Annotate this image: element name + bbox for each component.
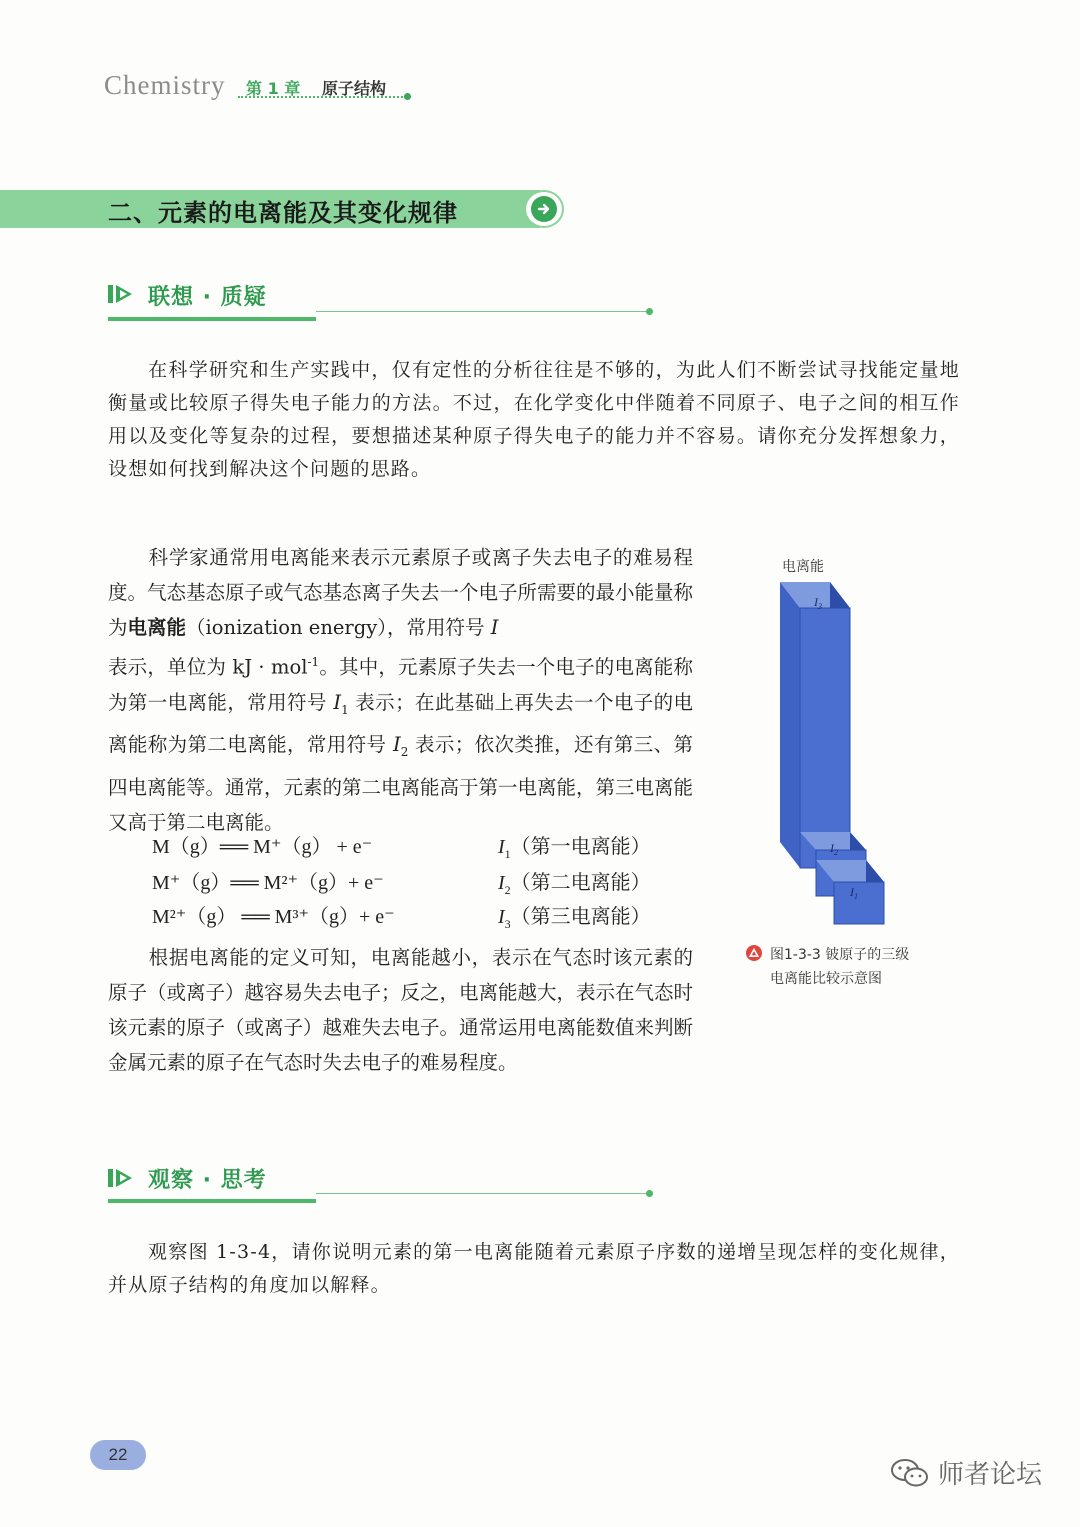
caption-triangle-icon bbox=[746, 945, 762, 961]
subsection-rule-dot bbox=[646, 1190, 653, 1197]
paragraph-ionization-definition: 科学家通常用电离能来表示元素原子或离子失去电子的难易程度。气态基态原子或气态基态离子失去一个电子所需要的最小能量称为电离能（ionization energy），常用符号 I 表示，单位为 kJ · mol$^{-1}$。其中，元素原子失去一个电子的电离能称为第一电离能，常用符号 $I_1$ 表示；在此基础上再失去一个电子的电离能称为第二电离能，常用符号 $I_2$ 表示；依次类推，还有第三、第四电离能等。通常，元素的第二电离能高于第一电离能，第三电离能又高于第二电离能。 bbox=[108, 546, 694, 835]
equation-1-label: $I_1$（第一电离能） bbox=[498, 836, 651, 861]
bar-i3 bbox=[780, 582, 850, 868]
section-title: 二、元素的电离能及其变化规律 bbox=[108, 199, 458, 227]
subsection-rule-thin bbox=[316, 1193, 648, 1194]
subsection-rule-thin bbox=[316, 311, 648, 312]
page-number: 22 bbox=[90, 1440, 146, 1470]
subsection-rule-dot bbox=[646, 308, 653, 315]
bar-label-i1: $I_1$ bbox=[850, 885, 858, 901]
play-icon bbox=[108, 1166, 136, 1190]
paragraph-observe: 观察图 1-3-4，请你说明元素的第一电离能随着元素原子序数的递增呈现怎样的变化规律，并从原子结构的角度加以解释。 bbox=[108, 1241, 960, 1296]
subsection-title-association: 联想 · 质疑 bbox=[148, 285, 267, 310]
header-dotted-rule bbox=[238, 96, 406, 98]
term-ionization-energy: 电离能 bbox=[127, 616, 187, 639]
subsection-title-observe: 观察 · 思考 bbox=[148, 1168, 267, 1193]
wechat-icon bbox=[890, 1457, 930, 1489]
figure-caption-line2: 电离能比较示意图 bbox=[770, 971, 882, 987]
equation-2-label: $I_2$（第二电离能） bbox=[498, 872, 651, 897]
bar-label-i3: $I_3$ bbox=[814, 595, 822, 611]
equation-3-label: $I_3$（第三电离能） bbox=[498, 906, 651, 931]
ionization-energy-figure bbox=[770, 578, 900, 938]
figure-caption-line1: 图1-3-3 铍原子的三级 bbox=[770, 947, 910, 963]
header-subject: Chemistry bbox=[104, 70, 226, 100]
equation-3: M²⁺（g） ══ M³⁺（g）+ e⁻ bbox=[152, 906, 395, 928]
equation-2: M⁺（g）══ M²⁺（g）+ e⁻ bbox=[152, 872, 384, 894]
paragraph-ionization-meaning: 根据电离能的定义可知，电离能越小，表示在气态时该元素的原子（或离子）越容易失去电子；反之，电离能越大，表示在气态时该元素的原子（或离子）越难失去电子。通常运用电离能数值来判断金属元素的原子在气态时失去电子的难易程度。 bbox=[108, 946, 694, 1074]
bar-label-i2: $I_2$ bbox=[830, 841, 838, 857]
header-chapter: 第 1 章 bbox=[246, 79, 301, 98]
equation-1: M（g）══ M⁺（g） + e⁻ bbox=[152, 836, 373, 858]
subsection-rule bbox=[108, 317, 316, 321]
figure-axis-label: 电离能 bbox=[782, 559, 824, 575]
subsection-rule bbox=[108, 1199, 316, 1203]
watermark bbox=[890, 1454, 1042, 1491]
paragraph-association: 在科学研究和生产实践中，仅有定性的分析往往是不够的，为此人们不断尝试寻找能定量地衡量或比较原子得失电子能力的方法。不过，在化学变化中伴随着不同原子、电子之间的相互作用以及变化等复杂的过程，要想描述某种原子得失电子的能力并不容易。请你充分发挥想象力，设想如何找到解决这个问题的思路。 bbox=[108, 359, 960, 480]
watermark-text: 师者论坛 bbox=[938, 1460, 1043, 1490]
header-chapter-title: 原子结构 bbox=[322, 79, 387, 98]
header-dot bbox=[404, 93, 411, 100]
arrow-right-icon bbox=[524, 190, 564, 228]
play-icon bbox=[108, 282, 136, 306]
